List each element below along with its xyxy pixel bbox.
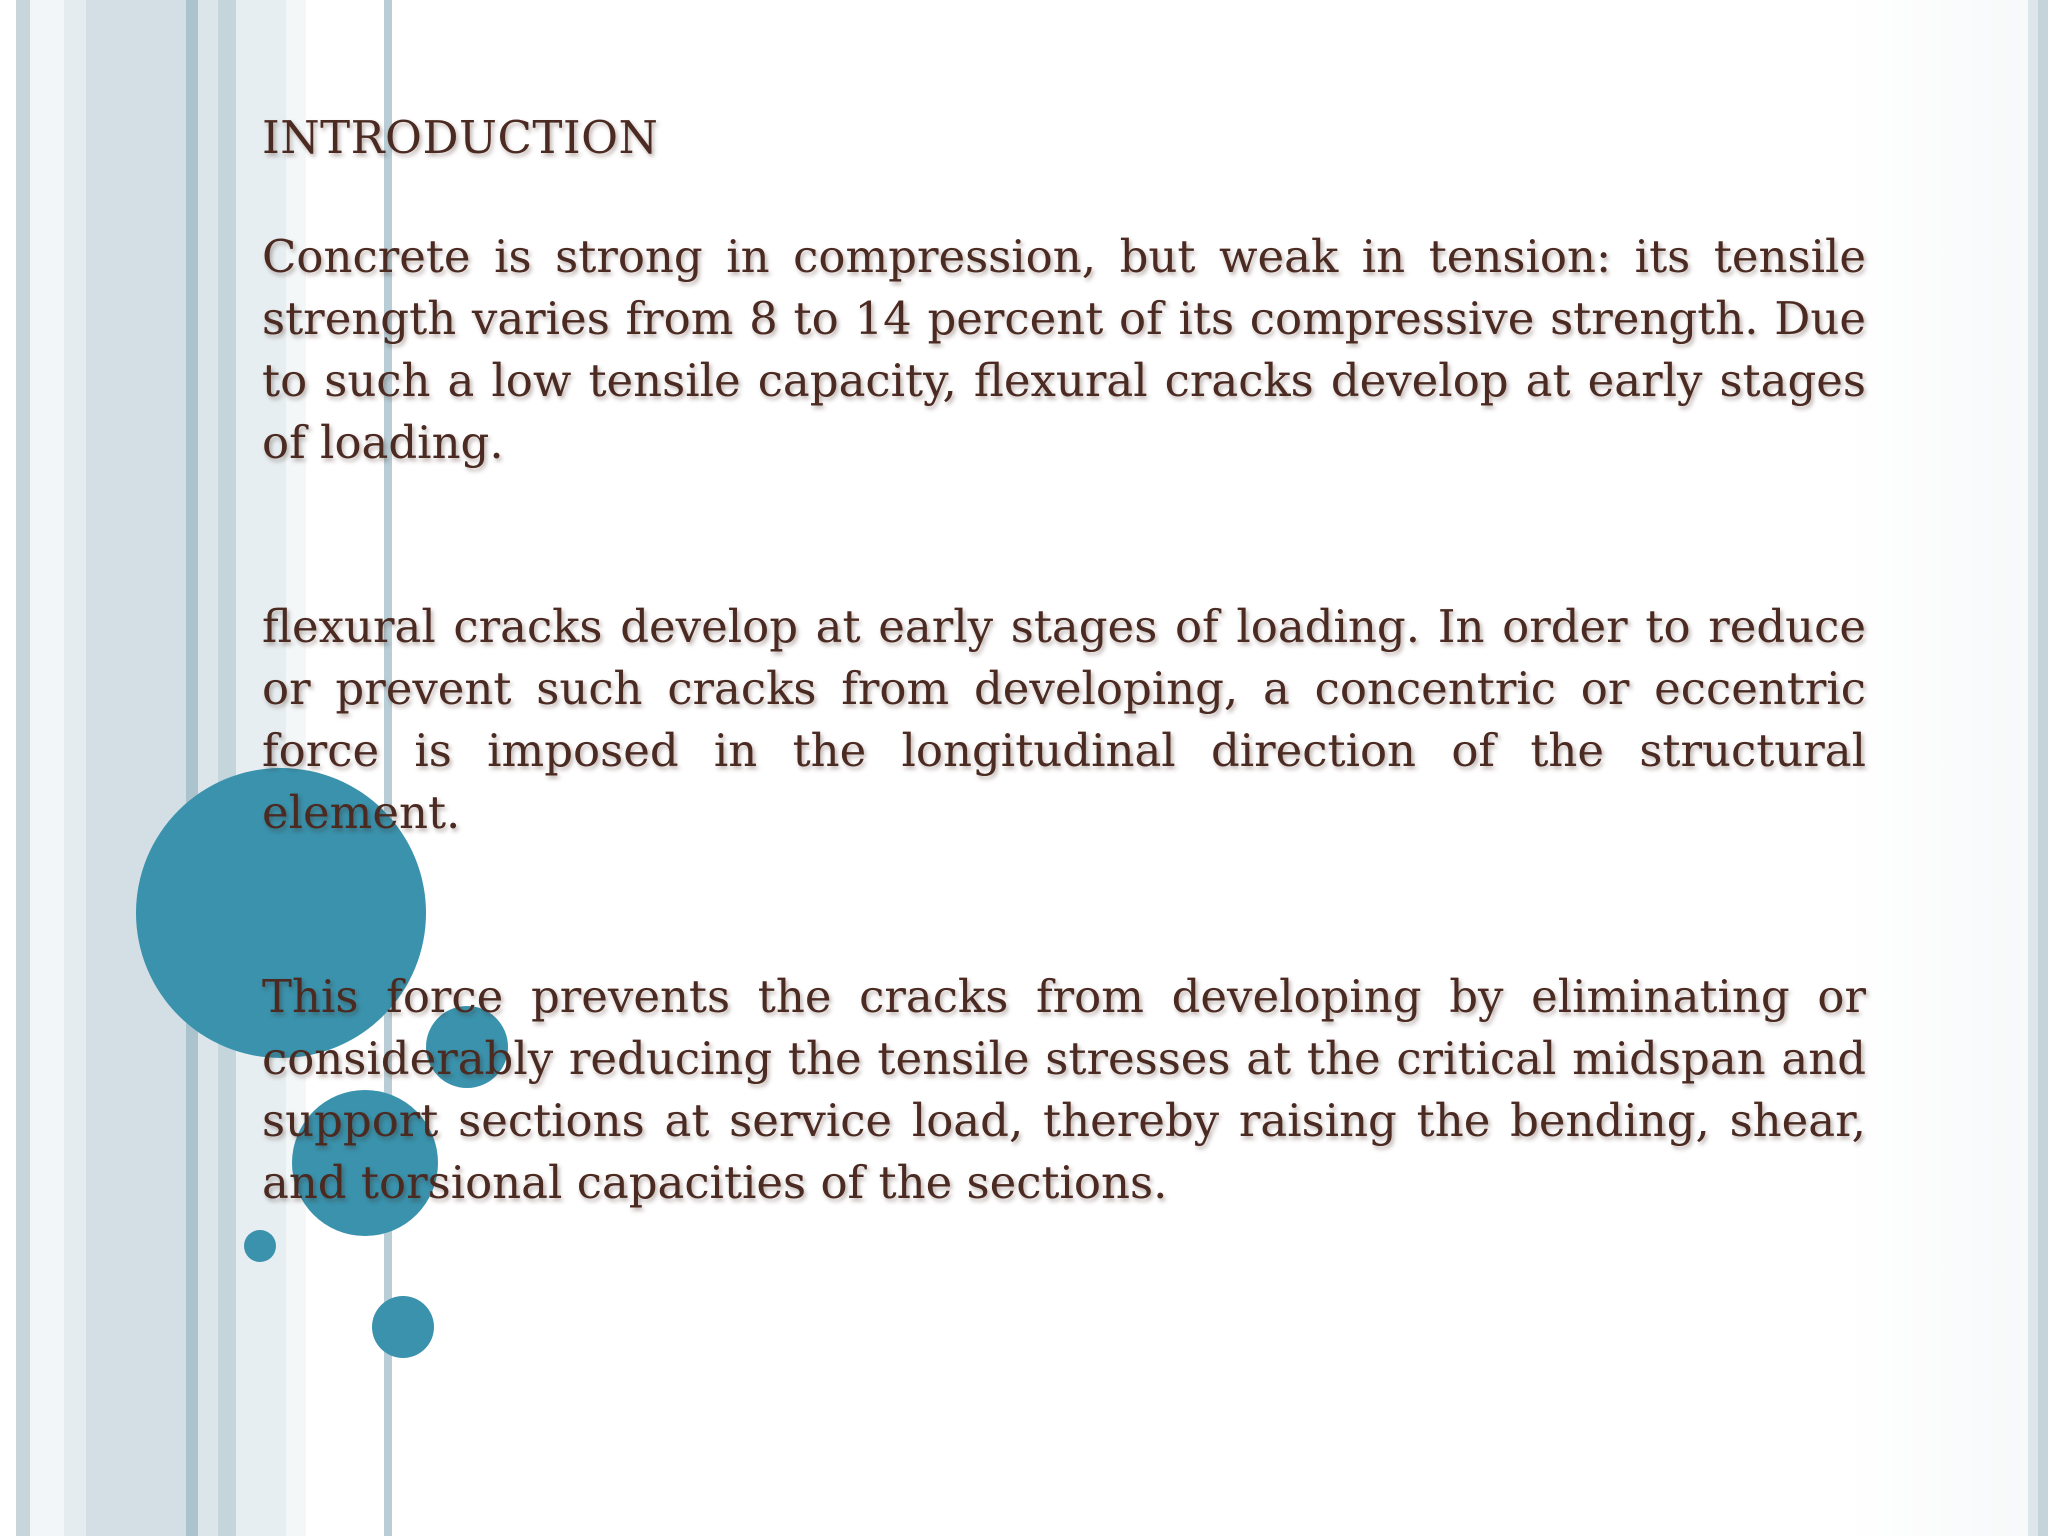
paragraph-3: This force prevents the cracks from developing by eliminating or considerably reducing the tensile stresses at the critical midspan and support sections at service load, thereby raising the bending, shear, and torsional capacities of the sections. [262,970,1866,1209]
decorative-stripe [64,0,86,1536]
slide-content [262,108,1866,1214]
decorative-stripe [198,0,218,1536]
decorative-stripe [16,0,30,1536]
decorative-stripe [186,0,198,1536]
decorative-stripe [2038,0,2048,1536]
decorative-stripe [218,0,236,1536]
slide-title: INTRODUCTION [262,111,659,164]
paragraph-1: Concrete is strong in compression, but weak in tension: its tensile strength varies from 8 to 14 percent of its compressive strength. Due to such a low tensile capacity, flexural cracks develop at early stages of loading. [262,230,1866,469]
decorative-stripe [2028,0,2038,1536]
paragraph-2: flexural cracks develop at early stages of loading. In order to reduce or prevent such cracks from developing, a concentric or eccentric force is imposed in the longitudinal direction of the structural element. [262,600,1866,839]
decorative-circle-small [372,1296,434,1358]
decorative-stripe [86,0,186,1536]
decorative-circle-tiny [244,1230,276,1262]
decorative-stripe [30,0,64,1536]
